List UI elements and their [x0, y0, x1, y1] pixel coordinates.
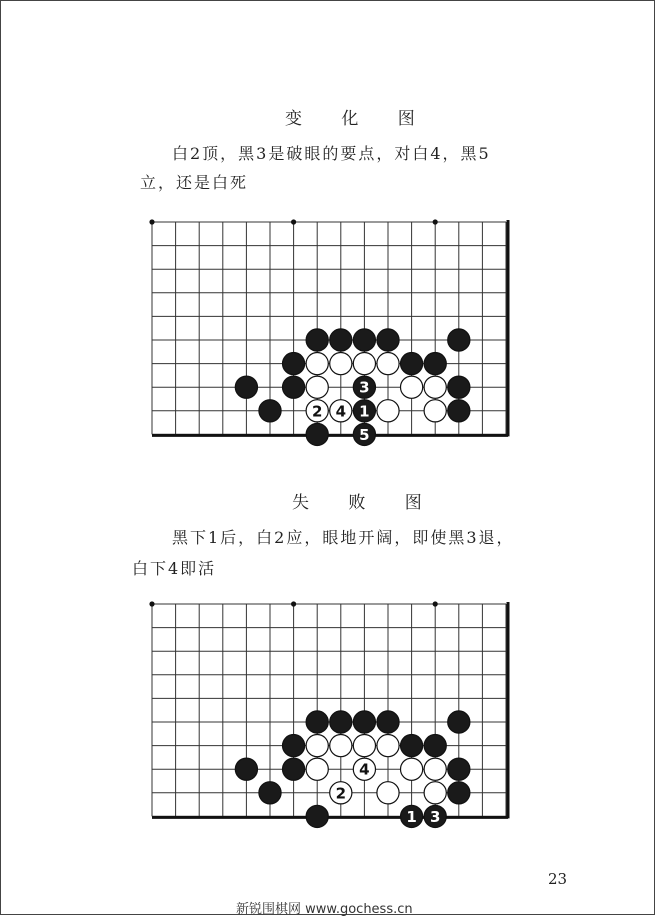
black-stone: [283, 735, 305, 757]
black-stone: [259, 782, 281, 804]
white-stone: [424, 400, 446, 422]
diagram-heading-variation: 变 化 图: [285, 109, 432, 129]
black-stone: [235, 376, 257, 398]
black-stone: [235, 758, 257, 780]
star-point: [149, 219, 154, 224]
white-stone: [306, 353, 328, 375]
move-number-label: 5: [359, 425, 370, 444]
black-stone: [401, 353, 423, 375]
black-stone: [306, 423, 328, 445]
black-stone: [353, 711, 375, 733]
paragraph-failure-line2: 白下4即活: [132, 559, 217, 578]
star-point: [433, 219, 438, 224]
white-stone: [330, 353, 352, 375]
black-stone: [424, 353, 446, 375]
black-stone: [448, 329, 470, 351]
white-stone: [306, 758, 328, 780]
black-stone: [330, 711, 352, 733]
black-stone: [283, 353, 305, 375]
move-number-label: 3: [429, 807, 441, 826]
black-stone: [353, 329, 375, 351]
black-stone: [330, 329, 352, 351]
white-stone: [377, 735, 399, 757]
white-stone: [377, 400, 399, 422]
black-stone: [448, 758, 470, 780]
paragraph-failure-line1: 黑下1后，白2应，眼地开阔，即使黑3退，: [172, 528, 515, 547]
move-number-label: 1: [359, 402, 370, 421]
go-board-failure: [140, 594, 525, 842]
star-point: [291, 601, 296, 606]
black-stone: [401, 735, 423, 757]
black-stone: [377, 711, 399, 733]
white-stone: [353, 735, 375, 757]
star-point: [291, 219, 296, 224]
paragraph-variation-line2: 立，还是白死: [140, 173, 249, 192]
site-footer: 新锐围棋网 www.gochess.cn: [236, 902, 413, 917]
black-stone: [448, 376, 470, 398]
move-number-label: 3: [359, 378, 370, 397]
move-number-label: 4: [359, 760, 370, 779]
white-stone: [424, 782, 446, 804]
white-stone: [401, 758, 423, 780]
black-stone: [424, 735, 446, 757]
white-stone: [424, 376, 446, 398]
black-stone: [283, 376, 305, 398]
white-stone: [377, 782, 399, 804]
page-number: 23: [548, 870, 568, 888]
move-number-label: 1: [406, 807, 417, 826]
star-point: [433, 601, 438, 606]
star-point: [149, 601, 154, 606]
white-stone: [424, 758, 446, 780]
black-stone: [306, 711, 328, 733]
black-stone: [306, 805, 328, 827]
black-stone: [448, 400, 470, 422]
white-stone: [353, 353, 375, 375]
black-stone: [448, 711, 470, 733]
white-stone: [330, 735, 352, 757]
black-stone: [306, 329, 328, 351]
go-board-variation: [140, 212, 525, 460]
move-number-label: 4: [335, 402, 347, 421]
black-stone: [283, 758, 305, 780]
black-stone: [377, 329, 399, 351]
white-stone: [306, 735, 328, 757]
white-stone: [401, 376, 423, 398]
move-number-label: 2: [335, 784, 347, 803]
white-stone: [306, 376, 328, 398]
move-number-label: 2: [311, 402, 323, 421]
black-stone: [259, 400, 281, 422]
black-stone: [448, 782, 470, 804]
diagram-heading-failure: 失 败 图: [292, 493, 439, 513]
white-stone: [377, 353, 399, 375]
paragraph-variation-line1: 白2顶，黑3是破眼的要点，对白4，黑5: [172, 144, 491, 163]
